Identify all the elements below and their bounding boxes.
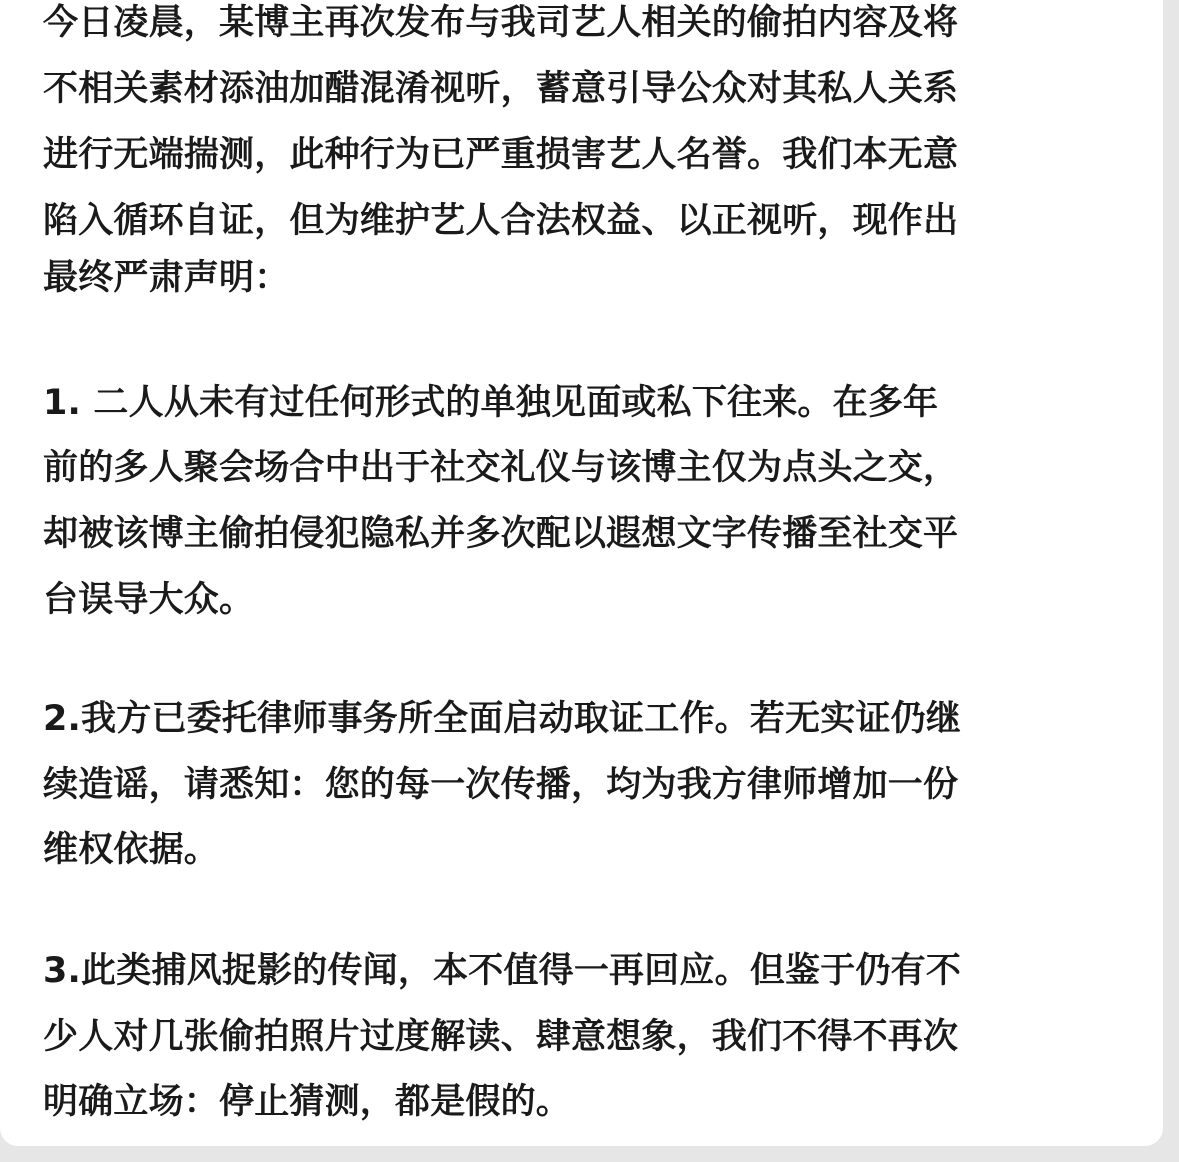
- point3-line-2: 少人对几张偷拍照片过度解读、肆意想象，我们不得不再次: [43, 1017, 959, 1057]
- intro-line-4: 陷入循环自证，但为维护艺人合法权益、以正视听，现作出: [43, 201, 959, 241]
- intro-line-2: 不相关素材添油加醋混淆视听，蓄意引导公众对其私人关系: [43, 69, 959, 109]
- point2-line-1: 2.我方已委托律师事务所全面启动取证工作。若无实证仍继: [43, 699, 962, 739]
- intro-line-1: 今日凌晨，某博主再次发布与我司艺人相关的偷拍内容及将: [43, 3, 959, 43]
- point3-line-1: 3.此类捕风捉影的传闻，本不值得一再回应。但鉴于仍有不: [43, 951, 962, 991]
- intro-line-5: 最终严肃声明：: [43, 258, 290, 298]
- point1-line-4: 台误导大众。: [43, 580, 255, 620]
- point2-line-2: 续造谣，请悉知：您的每一次传播，均为我方律师增加一份: [43, 765, 959, 805]
- intro-line-3: 进行无端揣测，此种行为已严重损害艺人名誉。我们本无意: [43, 135, 959, 175]
- point1-line-2: 前的多人聚会场合中出于社交礼仪与该博主仅为点头之交，: [43, 448, 959, 488]
- point1-line-1: 1. 二人从未有过任何形式的单独见面或私下往来。在多年: [43, 383, 939, 423]
- point1-line-3: 却被该博主偷拍侵犯隐私并多次配以遐想文字传播至社交平: [43, 514, 959, 554]
- point2-line-3: 维权依据。: [43, 830, 220, 870]
- point3-line-3: 明确立场：停止猜测，都是假的。: [43, 1082, 572, 1122]
